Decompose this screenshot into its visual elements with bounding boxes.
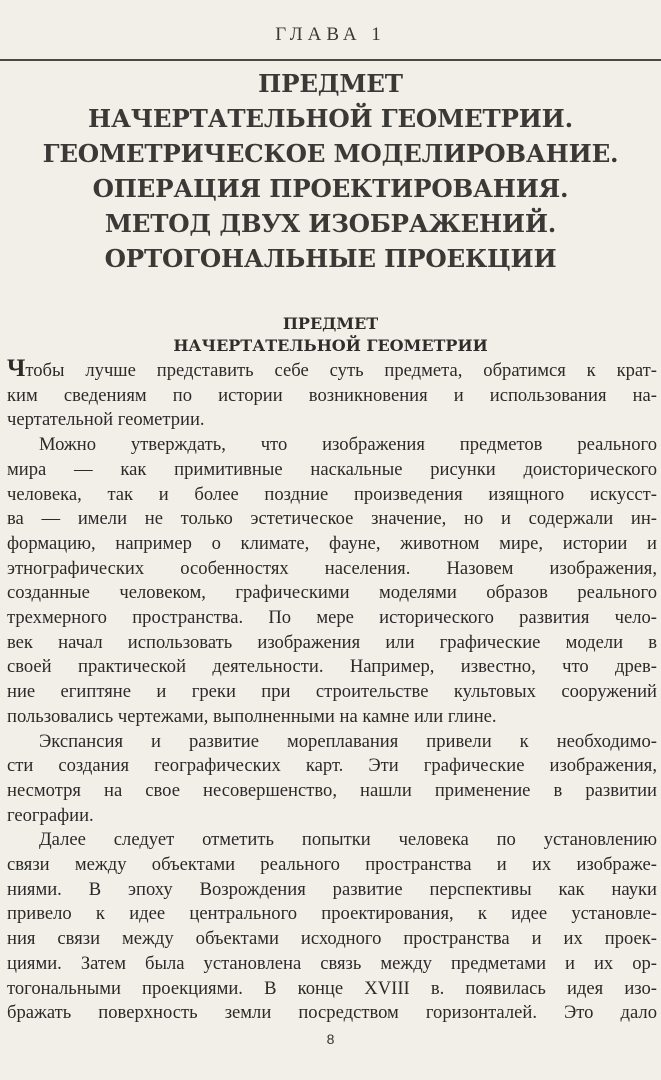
- page-number: 8: [326, 1031, 335, 1047]
- text-line: чертательной геометрии.: [7, 409, 205, 431]
- text-line: мира — как примитивные наскальные рисунки доисторического: [7, 458, 657, 480]
- text-line: привело к идее центрального проектирования, к идее установле-: [7, 903, 657, 925]
- text-line: несмотря на свое несовершенство, нашли применение в развитии: [7, 779, 657, 801]
- paragraph: [7, 433, 657, 729]
- chapter-divider: [0, 59, 661, 61]
- text-line: формацию, например о климате, фауне, животном мире, истории и: [7, 532, 657, 554]
- chapter-title: [20, 66, 641, 276]
- chapter-title-line: ОРТОГОНАЛЬНЫЕ ПРОЕКЦИИ: [104, 244, 557, 273]
- chapter-title-line: НАЧЕРТАТЕЛЬНОЙ ГЕОМЕТРИИ.: [88, 104, 573, 133]
- text-line: географии.: [7, 804, 94, 826]
- text-line: сти создания географических карт. Эти графические изображения,: [7, 755, 657, 777]
- text-line: бражать поверхность земли посредством горизонталей. Это дало: [7, 1002, 657, 1024]
- chapter-label: ГЛАВА 1: [275, 24, 386, 45]
- text-line: Далее следует отметить попытки человека по установлению: [39, 829, 657, 851]
- text-line: ние египтяне и греки при строительстве культовых сооружений: [7, 681, 657, 703]
- section-title: [0, 313, 661, 357]
- paragraph: [7, 828, 657, 1026]
- text-line: ниями. В эпоху Возрождения развитие перспективы как науки: [7, 878, 657, 900]
- text-line: Можно утверждать, что изображения предметов реального: [39, 434, 657, 456]
- chapter-title-line: МЕТОД ДВУХ ИЗОБРАЖЕНИЙ.: [104, 209, 557, 238]
- text-line: тогональными проекциями. В конце XVIII в. появилась идея изо-: [7, 977, 657, 999]
- text-line: пользовались чертежами, выполненными на камне или глине.: [7, 705, 497, 727]
- text-line-content: тобы лучше представить себе суть предмета, обратимся к крат-: [25, 360, 657, 381]
- chapter-title-line: ОПЕРАЦИЯ ПРОЕКТИРОВАНИЯ.: [92, 174, 569, 203]
- chapter-title-line: ГЕОМЕТРИЧЕСКОЕ МОДЕЛИРОВАНИЕ.: [42, 139, 619, 168]
- body-text: [7, 355, 657, 1026]
- section-title-line: НАЧЕРТАТЕЛЬНОЙ ГЕОМЕТРИИ: [173, 336, 488, 355]
- paragraph: [7, 730, 657, 829]
- chapter-title-line: ПРЕДМЕТ: [258, 69, 403, 98]
- text-line: ким сведениям по истории возникновения и использования на-: [7, 384, 657, 406]
- dropcap-letter: Ч: [7, 355, 26, 382]
- text-line: человека, так и более поздние произведения изящного искусст-: [7, 483, 657, 505]
- paragraph: [7, 355, 657, 433]
- text-line: связи между объектами реального пространства и их изображе-: [7, 854, 657, 876]
- text-line: этнографических особенностях населения. Назовем изображения,: [7, 557, 657, 579]
- text-line: своей практической деятельности. Например, известно, что древ-: [7, 656, 657, 678]
- text-line: [7, 355, 657, 384]
- text-line: созданные человеком, графическими моделями образов реального: [7, 582, 657, 604]
- text-line: Экспансия и развитие мореплавания привели к необходимо-: [39, 730, 657, 752]
- section-title-line: ПРЕДМЕТ: [282, 314, 379, 333]
- text-line: ва — имели не только эстетическое значение, но и содержали ин-: [7, 508, 657, 530]
- text-line: циями. Затем была установлена связь между предметами и их ор-: [7, 952, 657, 974]
- text-line: трехмерного пространства. По мере исторического развития чело-: [7, 607, 657, 629]
- text-line: ния связи между объектами исходного пространства и их проек-: [7, 928, 657, 950]
- text-line: век начал использовать изображения или графические модели в: [7, 631, 657, 653]
